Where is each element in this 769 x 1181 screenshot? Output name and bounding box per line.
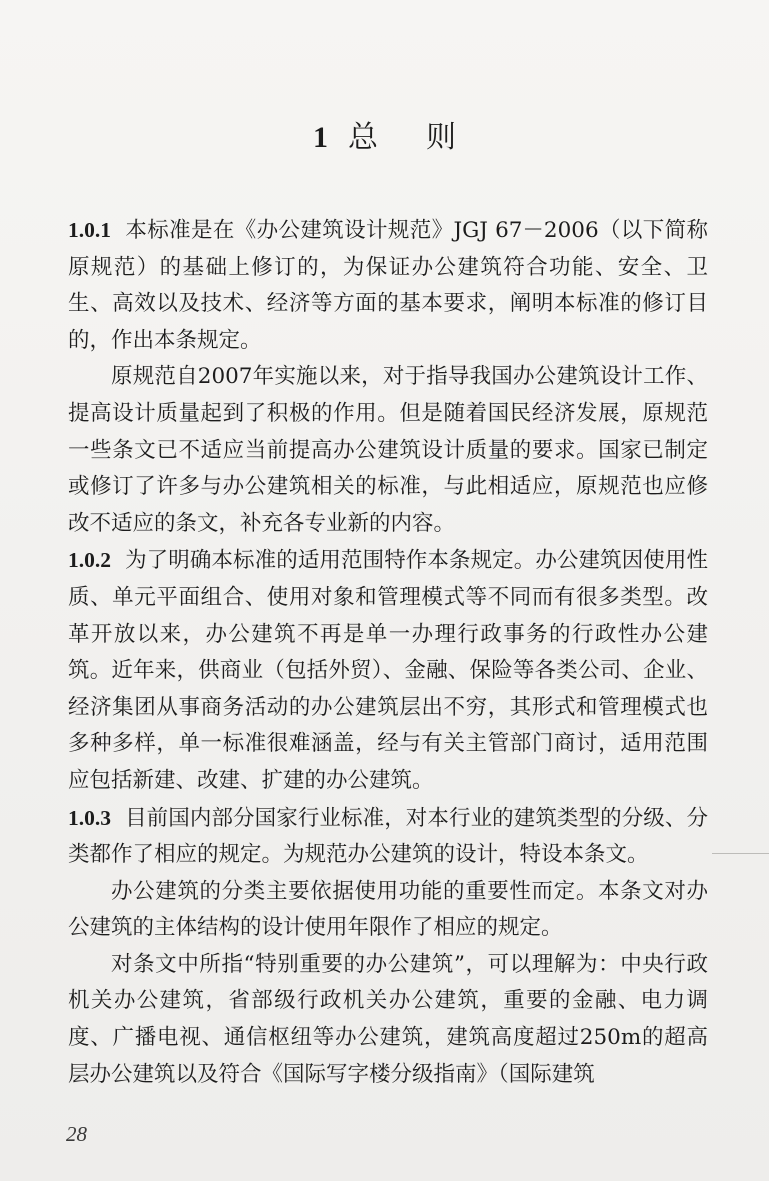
- paragraph-text: 原规范自2007年实施以来，对于指导我国办公建筑设计工作、提高设计质量起到了积极的作用。但是随着国民经济发展，原规范一些条文已不适应当前提高办公建筑设计质量的要求。国家已制定或修订了许多与办公建筑相关的标准，与此相适应，原规范也应修改不适应的条文，补充各专业新的内容。: [68, 364, 708, 536]
- clause-number: 1.0.1: [68, 218, 111, 242]
- clause-number: 1.0.3: [68, 805, 111, 830]
- chapter-number: 1: [313, 121, 328, 154]
- paragraph: [68, 947, 708, 1093]
- clause-1-0-1: [68, 212, 708, 359]
- clause-1-0-3: [68, 800, 708, 874]
- clause-1-0-2: [68, 542, 708, 799]
- paragraph: [68, 874, 708, 947]
- page-number: 28: [66, 1122, 87, 1146]
- chapter-title-char-1: 总: [348, 120, 378, 155]
- chapter-title-char-2: 则: [426, 120, 456, 155]
- clause-text: 目前国内部分国家行业标准，对本行业的建筑类型的分级、分类都作了相应的规定。为规范办公建筑的设计，特设本条文。: [68, 805, 708, 868]
- clause-number: 1.0.2: [68, 548, 111, 573]
- paragraph: [68, 359, 708, 542]
- paragraph-text: 办公建筑的分类主要依据使用功能的重要性而定。本条文对办公建筑的主体结构的设计使用年限作了相应的规定。: [68, 878, 708, 941]
- body-text: [68, 212, 708, 1093]
- chapter-title: [0, 112, 769, 156]
- clause-text: 本标准是在《办公建筑设计规范》JGJ 67－2006（以下简称原规范）的基础上修订的，为保证办公建筑符合功能、安全、卫生、高效以及技术、经济等方面的基本要求，阐明本标准的修订目的，作出本条规定。: [68, 218, 708, 353]
- clause-text: 为了明确本标准的适用范围特作本条规定。办公建筑因使用性质、单元平面组合、使用对象和管理模式等不同而有很多类型。改革开放以来，办公建筑不再是单一办理行政事务的行政性办公建筑。近年来，供商业（包括外贸）、金融、保险等各类公司、企业、经济集团从事商务活动的办公建筑层出不穷，其形式和管理模式也多种多样，单一标准很难涵盖，经与有关主管部门商讨，适用范围应包括新建、改建、扩建的办公建筑。: [68, 548, 708, 793]
- page-edge-line: [712, 853, 769, 854]
- paragraph-text: 对条文中所指“特别重要的办公建筑”，可以理解为：中央行政机关办公建筑，省部级行政机关办公建筑，重要的金融、电力调度、广播电视、通信枢纽等办公建筑，建筑高度超过250m的超高层办公建筑以及符合《国际写字楼分级指南》（国际建筑: [68, 951, 708, 1087]
